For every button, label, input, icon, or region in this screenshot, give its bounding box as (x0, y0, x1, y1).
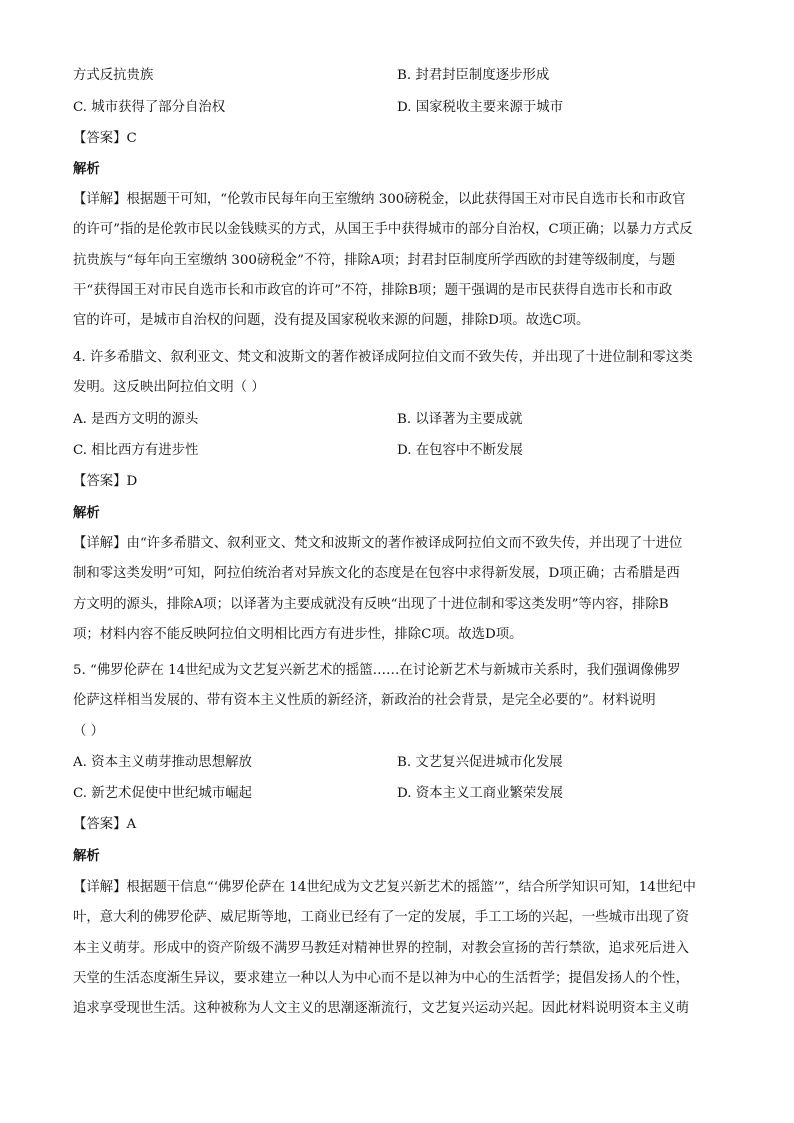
q4-option-b: B. 以译著为主要成就 (397, 412, 523, 427)
q5-detail-line: 【详解】根据题干信息“‘佛罗伦萨在 14世纪成为文艺复兴新艺术的摇篮’”，结合所学知识可知，14世纪中 (73, 880, 696, 895)
q5-detail (73, 873, 721, 1024)
q3-detail (73, 185, 721, 336)
q4-analysis-heading: 解析 (73, 505, 100, 521)
q4-stem-line: 发明。这反映出阿拉伯文明（ ） (73, 380, 265, 396)
q5-answer: 【答案】A (73, 817, 137, 832)
q4-stem (73, 343, 721, 404)
q3-analysis-heading: 解析 (73, 161, 100, 177)
q5-stem-line: （ ） (73, 723, 105, 739)
q3-detail-line: 干“获得国王对市民自选市长和市政官的许可”不符，排除B项；题干强调的是市民获得自选市长和市政 (73, 282, 673, 298)
q4-answer: 【答案】D (73, 474, 138, 489)
q4-option-a: A. 是西方文明的源头 (73, 412, 199, 427)
q5-stem (73, 656, 721, 747)
q3-option-c: C. 城市获得了部分自治权 (73, 100, 226, 115)
q5-option-d: D. 资本主义工商业繁荣发展 (397, 786, 564, 801)
q3-detail-line: 的许可”指的是伦敦市民以金钱赎买的方式，从国王手中获得城市的部分自治权，C项正确；以暴力方式反 (73, 222, 693, 238)
q4-option-d: D. 在包容中不断发展 (397, 443, 523, 458)
q5-option-c: C. 新艺术促使中世纪城市崛起 (73, 786, 252, 801)
q5-detail-line: 叶，意大利的佛罗伦萨、威尼斯等地，工商业已经有了一定的发展，手工工场的兴起，一些城市出现了资 (73, 910, 689, 926)
q4-detail-line: 项；材料内容不能反映阿拉伯文明相比西方有进步性，排除C项。故选D项。 (73, 626, 523, 642)
q3-answer: 【答案】C (73, 131, 137, 146)
q5-option-a: A. 资本主义萌芽推动思想解放 (73, 755, 252, 770)
q4-detail-line: 制和零这类发明”可知，阿拉伯统治者对异族文化的态度是在包容中求得新发展，D项正确；古希腊是西 (73, 566, 680, 582)
q3-detail-line: 【详解】根据题干可知，“伦敦市民每年向王室缴纳 300磅税金，以此获得国王对市民自选市长和市政官 (73, 192, 686, 207)
q4-stem-line: 4. 许多希腊文、叙利亚文、梵文和波斯文的著作被译成阿拉伯文而不致失传，并出现了十进位制和零这类 (73, 350, 693, 365)
q5-option-b: B. 文艺复兴促进城市化发展 (397, 755, 563, 770)
q4-detail (73, 529, 721, 650)
q3-detail-line: 抗贵族与“每年向王室缴纳 300磅税金”不符，排除A项；封君封臣制度所学西欧的封建等级制度，与题 (73, 252, 676, 268)
q3-option-b: B. 封君封臣制度逐步形成 (397, 68, 550, 83)
q5-detail-line: 追求享受现世生活。这种被称为人文主义的思潮逐渐流行，文艺复兴运动兴起。因此材料说明资本主义萌 (73, 1001, 689, 1017)
q3-option-d: D. 国家税收主要来源于城市 (397, 100, 564, 115)
q5-detail-line: 天堂的生活态度渐生异议，要求建立一种以人为中心而不是以神为中心的生活哲学；提倡发扬人的个性， (73, 970, 689, 986)
q5-stem-line: 5. “佛罗伦萨在 14世纪成为文艺复兴新艺术的摇篮……在讨论新艺术与新城市关系时，我们强调像佛罗 (73, 663, 681, 678)
q4-option-c: C. 相比西方有进步性 (73, 443, 199, 458)
q3-option-a-continued: 方式反抗贵族 (73, 68, 154, 83)
q4-detail-line: 方文明的源头，排除A项；以译著为主要成就没有反映“出现了十进位制和零这类发明”等内容，排除B (73, 596, 669, 612)
q4-detail-line: 【详解】由“许多希腊文、叙利亚文、梵文和波斯文的著作被译成阿拉伯文而不致失传，并出现了十进位 (73, 536, 683, 551)
q5-stem-line: 伦萨这样相当发展的、带有资本主义性质的新经济，新政治的社会背景，是完全必要的”。材料说明 (73, 693, 656, 709)
q3-detail-line: 官的许可，是城市自治权的问题，没有提及国家税收来源的问题，排除D项。故选C项。 (73, 313, 590, 329)
q5-analysis-heading: 解析 (73, 848, 100, 864)
q5-detail-line: 本主义萌芽。形成中的资产阶级不满罗马教廷对精神世界的控制，对教会宣扬的苦行禁欲，追求死后进入 (73, 940, 689, 956)
